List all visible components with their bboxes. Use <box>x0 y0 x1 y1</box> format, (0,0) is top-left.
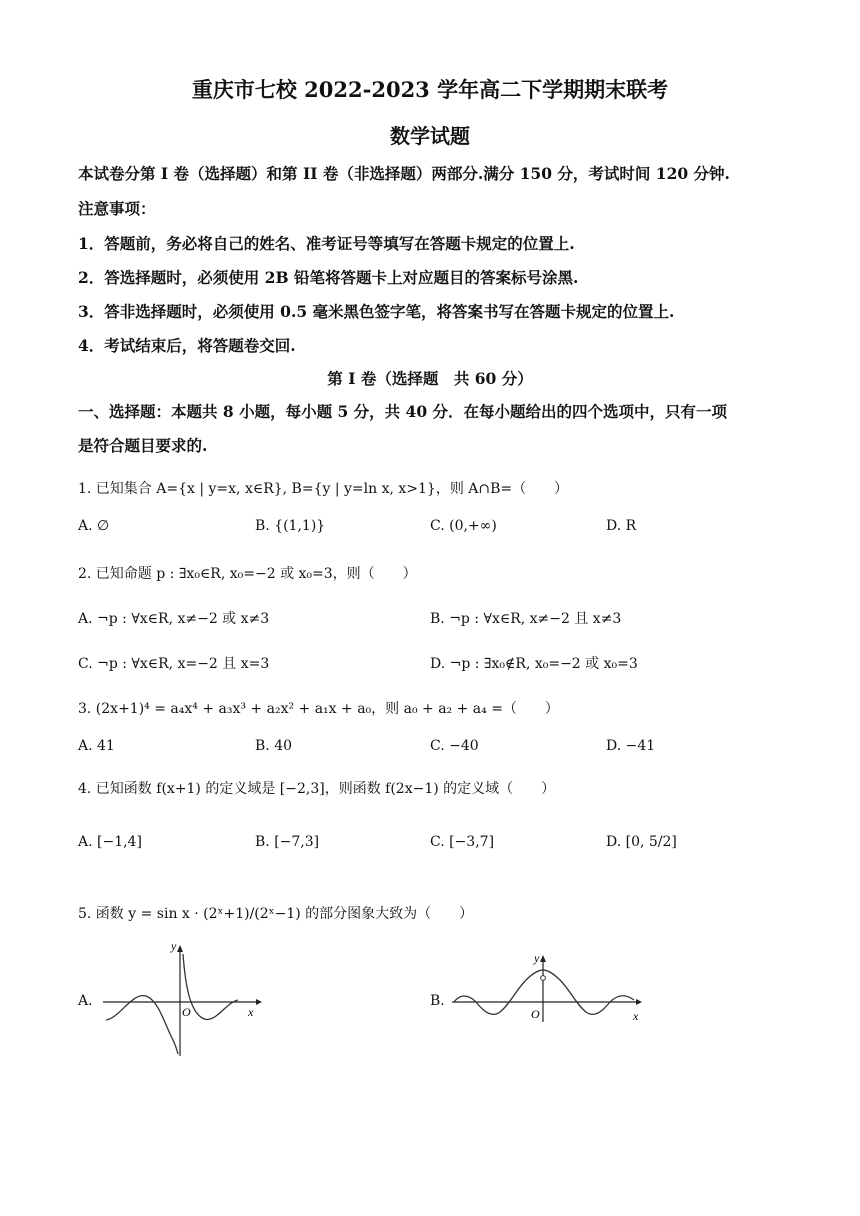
y-axis-label: y <box>534 951 540 965</box>
graph-option-b <box>450 950 645 1025</box>
graph-option-a <box>98 940 263 1058</box>
question-2-option-a[interactable]: A. ¬p : ∀x∈R, x≠−2 或 x≠3 <box>78 611 270 627</box>
question-4-option-d[interactable]: D. [0, 5/2] <box>606 834 677 850</box>
curve-right-branch <box>183 954 238 1019</box>
note-item: 3．答非选择题时，必须使用 0.5 毫米黑色签字笔，将答案书写在答题卡规定的位置上. <box>78 302 675 321</box>
question-3-option-c[interactable]: C. −40 <box>430 738 479 754</box>
question-3-stem: 3. (2x+1)⁴ = a₄x⁴ + a₃x³ + a₂x² + a₁x + a₀，则 a₀ + a₂ + a₄ =（ ） <box>78 701 559 717</box>
note-item: 2．答选择题时，必须使用 2B 铅笔将答题卡上对应题目的答案标号涂黑. <box>78 268 579 287</box>
question-4-option-c[interactable]: C. [−3,7] <box>430 834 495 850</box>
y-axis-arrow-icon <box>177 945 183 952</box>
question-2-option-d[interactable]: D. ¬p : ∃x₀∉R, x₀=−2 或 x₀=3 <box>430 656 638 672</box>
question-2-option-c[interactable]: C. ¬p : ∀x∈R, x=−2 且 x=3 <box>78 656 270 672</box>
question-3-option-b[interactable]: B. 40 <box>255 738 293 754</box>
origin-label: O <box>531 1007 540 1021</box>
page-title: 重庆市七校 2022-2023 学年高二下学期期末联考 <box>191 77 669 102</box>
x-axis-label: x <box>633 1009 639 1023</box>
page-subtitle: 数学试题 <box>390 124 470 148</box>
part-heading: 第 I 卷（选择题 共 60 分） <box>327 369 533 388</box>
x-axis-label: x <box>248 1005 254 1019</box>
curve-left-branch <box>106 996 178 1054</box>
question-4-option-b[interactable]: B. [−7,3] <box>255 834 320 850</box>
question-1-option-c[interactable]: C. (0,+∞) <box>430 518 497 534</box>
note-item: 1．答题前，务必将自己的姓名、准考证号等填写在答题卡规定的位置上. <box>78 234 575 253</box>
y-axis-label: y <box>171 940 177 953</box>
question-1-option-b[interactable]: B. {(1,1)} <box>255 518 326 534</box>
question-4-option-a[interactable]: A. [−1,4] <box>78 834 142 850</box>
question-2-stem: 2. 已知命题 p : ∃x₀∈R, x₀=−2 或 x₀=3，则（ ） <box>78 566 417 582</box>
question-3-option-d[interactable]: D. −41 <box>606 738 656 754</box>
question-4-stem: 4. 已知函数 f(x+1) 的定义域是 [−2,3]，则函数 f(2x−1) 的定义域（ ） <box>78 781 556 797</box>
intro-line: 本试卷分第 I 卷（选择题）和第 II 卷（非选择题）两部分.满分 150 分，考试时间 120 分钟. <box>78 164 730 183</box>
question-1-option-d[interactable]: D. R <box>606 518 637 534</box>
notes-title: 注意事项： <box>78 199 156 218</box>
x-axis-arrow-icon <box>256 999 262 1005</box>
question-1-option-a[interactable]: A. ∅ <box>78 518 110 534</box>
x-axis-arrow-icon <box>636 999 642 1005</box>
section-instruction: 一、选择题：本题共 8 小题，每小题 5 分，共 40 分．在每小题给出的四个选项中，只有一项 <box>78 402 728 421</box>
y-axis-arrow-icon <box>540 955 546 962</box>
question-2-option-b[interactable]: B. ¬p : ∀x∈R, x≠−2 且 x≠3 <box>430 611 622 627</box>
open-point <box>541 976 546 981</box>
question-5-stem: 5. 函数 y = sin x · (2ˣ+1)/(2ˣ−1) 的部分图象大致为（ ） <box>78 906 474 922</box>
note-item: 4．考试结束后，将答题卷交回. <box>78 336 296 355</box>
question-1-stem: 1. 已知集合 A={x | y=x, x∈R}, B={y | y=ln x, x>1}，则 A∩B=（ ） <box>78 481 569 497</box>
origin-label: O <box>182 1005 191 1019</box>
section-instruction-cont: 是符合题目要求的. <box>78 436 208 455</box>
question-5-option-b[interactable]: B. <box>430 993 445 1009</box>
question-5-option-a[interactable]: A. <box>78 993 93 1009</box>
question-3-option-a[interactable]: A. 41 <box>78 738 115 754</box>
